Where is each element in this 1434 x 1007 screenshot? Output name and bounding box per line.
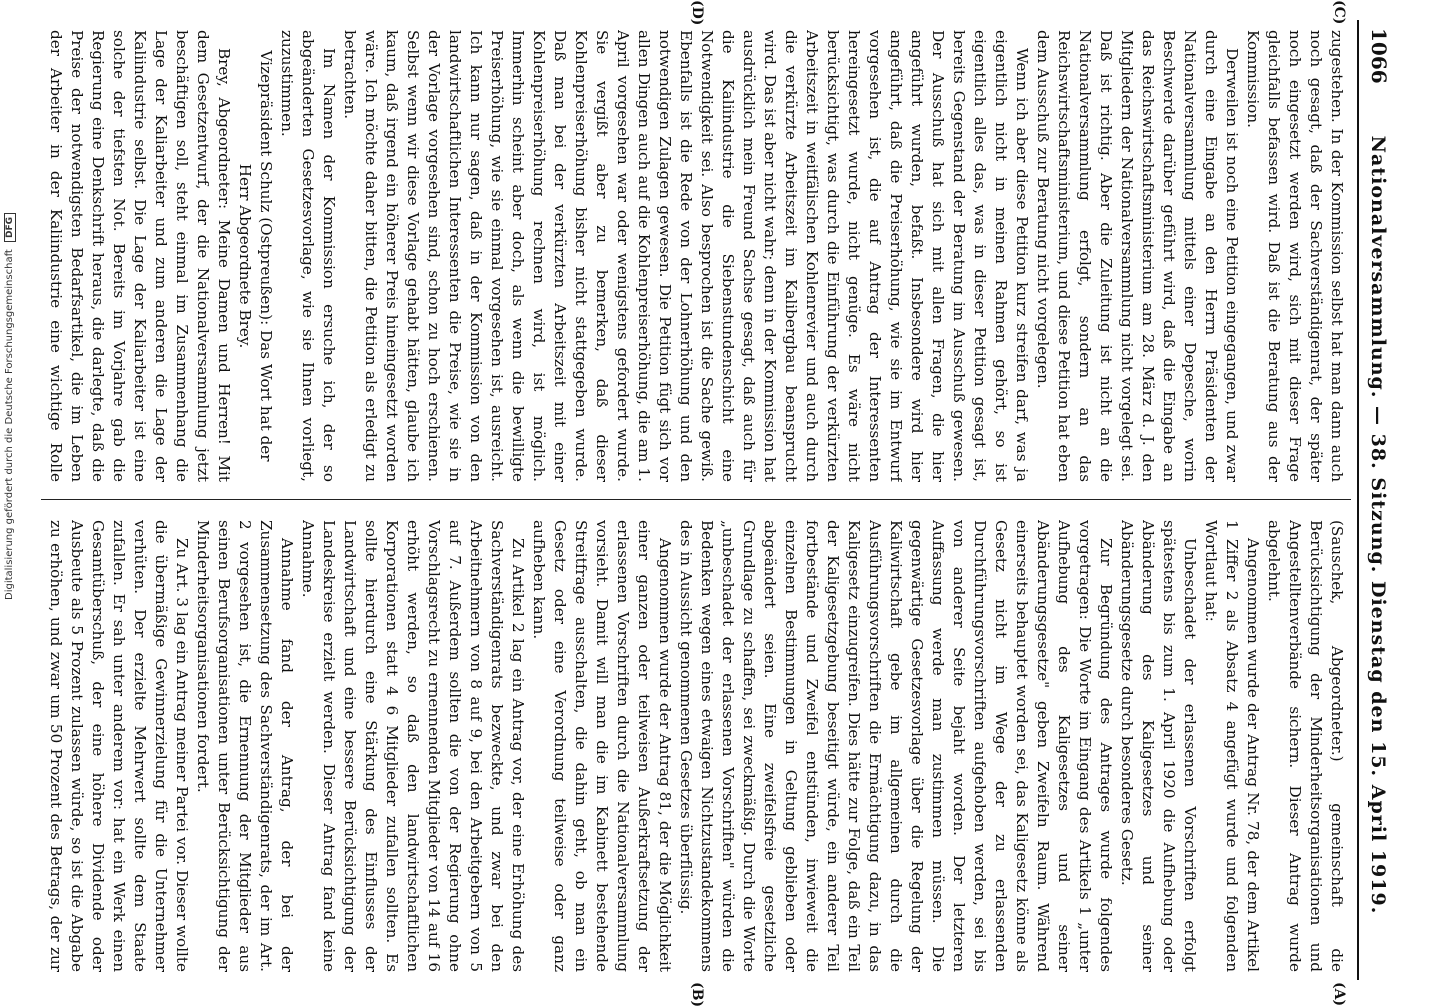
margin-mark-a: (A)	[1331, 982, 1347, 1007]
digitization-credit	[4, 210, 18, 600]
paragraph: Im Namen der Kommission ersuche ich, der so abgeänderten Gesetzesvorlage, wie sie Ihnen vorliegt, zuzustimmen.	[278, 30, 338, 482]
paragraph: Zur Begründung des Antrages wurde folgendes vorgetragen: Die Worte im Eingang des Artikels 1 „unter Aufhebung des Kaligesetzes und seiner Abänderungsgesetze" geben Zweifeln Raum. Während einerseits behauptet worden sei, das Kaligesetz könne als Gesetz nicht im Wege der zu erlassenden Durchführungsvorschriften aufgehoben werden, sei bis von anderer Seite bejaht worden. Der letzteren Auffassung werde man zustimmen müssen. Die gegenwärtige Gesetzesvorlage über die Regelung der Kaliwirtschaft gebe im allgemeinen durch die Ausführungsvorschriften die Ermächtigung dazu, in das Kaligesetz einzugreifen. Dies hätte zur Folge, daß ein Teil der Kaligesetzgebung beseitigt würde, ein anderer Teil fortbestände und Zweifel entstünden, inwieweit die einzelnen Bestimmungen in Geltung geblieben oder abgeändert seien. Eine zweifelsfreie gesetzliche Grundlage zu schaffen, sei zweckmäßig. Durch die Worte „unbeschadet der erlassenen Vorschriften" würden die Bedenken wegen eines etwaigen Nichtzustandekommens des in Aussicht genommenen Gesetzes überflüssig.	[677, 520, 1115, 972]
text-column-right	[47, 520, 1347, 972]
margin-mark-d: (D)	[689, 0, 705, 26]
page-number: 1066	[1367, 28, 1391, 84]
credit-text: Digitalisierung gefördert durch die Deutsche Forschungsgemeinschaft	[4, 249, 15, 600]
running-title: Nationalversammlung. — 38. Sitzung. Dienstag den 15. April 1919.	[1367, 135, 1389, 915]
paragraph: Annahme fand der Antrag, der bei der Zusammensetzung des Sachverständigenrats, der im Art. 2 vorgesehen ist, die Ernennung der Mitglieder aus seinen Berufsorganisationen unter Berücksichtigung der Minderheitsorganisationen fordert.	[194, 520, 296, 972]
paragraph: Angenommen wurde der Antrag 81, der die Möglichkeit einer ganzen oder teilweisen Außerkraftsetzung der erlassenen Vorschriften durch die Nationalversammlung vorsieht. Damit will man die im Kabinett bestehende Streitfrage ausschalten, die dahin geht, ob man ein Gesetz oder eine Verordnung teilweise oder ganz aufheben kann.	[530, 520, 674, 972]
page-header	[1357, 20, 1395, 980]
paragraph: Zu Art. 3 lag ein Antrag meiner Partei vor. Dieser wollte die übermäßige Gewinnerzielung für die Unternehmer verhüten. Der erzielte Mehrwert sollte dem Staate zufallen. Er sah unter anderem vor: hat ein Werk einen Gesamtüberschuß, der eine höhere Dividende oder Ausbeute als 5 Prozent zulassen würde, so ist die Abgabe zu erhöhen, und zwar um 50 Prozent des Betrags, der zur	[47, 520, 191, 972]
paragraph: Wenn ich aber diese Petition kurz streifen darf, was ja eigentlich nicht in meinen Rahmen gehört, so ist eigentlich alles das, was in dieser Petition gesagt ist, bereits Gegenstand der Beratung im Ausschuß gewesen. Der Ausschuß hat sich mit allen Fragen, die hier angeführt wurden, befaßt. Insbesondere wird hier angeführt, daß die Preiserhöhung, wie sie im Entwurf vorgesehen ist, die auf Antrag der Interessenten hereingesetzt wurde, nicht genüge. Es wäre nicht berücksichtigt, was durch die Einführung der verkürzten Arbeitszeit in weitfälischen Kohlenrevier und auch durch die verkürzte Arbeitszeit im Kalibergbau beansprucht wird. Das ist aber nicht wahr; denn in der Kommission hat ausdrücklich mein Freund Sachse gesagt, daß auch für die Kaliindustrie die Siebenstundenschicht eine Notwendigkeit sei. Also besprochen ist die Sache gewiß. Ebenfalls ist die Rede von der Lohnerhöhung und den notwendigen Zulagen gewesen. Die Petition fügt sich vor allen Dingen auch auf die Kohlenpreiserhöhung, die am 1. April vorgesehen war oder wenigstens gefordert wurde. Sie vergißt aber zu bemerken, daß dieser Kohlenpreiserhöhung bisher nicht stattgegeben wurde. Daß man bei der verkürzten Arbeitszeit mit einer Kohlenpreiserhöhung rechnen wird, ist möglich. Immerhin scheint aber doch, als wenn die bewilligte Preiserhöhung, wie sie einmal vorgesehen ist, ausreicht. Ich kann nur sagen, daß in der Kommission von den landwirtschaftlichen Interessenten die Preise, wie sie in der Vorlage vorgesehen sind, schon zu hoch erschienen. Selbst wenn wir diese Vorlage gehabt hätten, glaube ich kaum, daß irgend ein höherer Preis hineingesetzt worden wäre. Ich möchte daher bitten, die Petition als erledigt zu betrachten.	[341, 30, 1031, 482]
quoted-amendment: Unbeschadet der erlassenen Vorschriften erfolgt spätestens bis zum 1. April 1920 die Aufhebung oder Abänderung des Kaligesetzes und seiner Abänderungsgesetze durch besonderes Gesetz.	[1118, 520, 1199, 972]
paragraph: Derweilen ist noch eine Petition eingegangen, und zwar durch eine Eingabe an den Herrn Präsidenten der Nationalversammlung mittels einer Depesche, worin Beschwerde darüber geführt wird, daß die Eingabe an das Reichswirtschaftsministerium am 28. März d. J. den Mitgliedern der Nationalversammlung nicht vorgelegt sei. Daß ist richtig. Aber die Zuleitung ist nicht an die Nationalversammlung erfolgt, sondern an das Reichswirtschaftsministerium, und diese Petition hat eben dem Ausschuß zur Beratung nicht vorgelegen.	[1034, 30, 1241, 482]
margin-mark-c: (C)	[1331, 0, 1347, 25]
paragraph: (Sauschek, Abgeordneter.) gemeinschaft die Berücksichtigung der Minderheitsorganisationen und Angestelltenverbände sichern. Dieser Antrag wurde abgelehnt.	[1265, 520, 1346, 972]
paragraph: Angenommen wurde der Antrag Nr. 78, der dem Artikel 1 Ziffer 2 als Absatz 4 angefügt wurde und folgenden Wortlaut hat:	[1202, 520, 1262, 972]
margin-mark-b: (B)	[689, 982, 705, 1007]
dfg-logo: DFG	[4, 213, 16, 242]
speaker-announcement: Vizepräsident Schulz (Ostpreußen): Das Wort hat der Herr Abgeordnete Brey.	[236, 50, 275, 462]
paragraph: zugestehen. In der Kommission selbst hat man dann auch noch gesagt, daß der Sachverständigenrat, der später noch eingesetzt werden wird, sich mit dieser Frage gleichfalls befassen wird. Daß ist die Beratung aus der Kommission.	[1244, 30, 1346, 482]
text-column-left	[47, 30, 1347, 482]
rotated-document-page	[27, 0, 1395, 1007]
column-divider	[41, 499, 1351, 500]
paragraph: Zu Artikel 2 lag ein Antrag vor, der eine Erhöhung des Sachverständigenrats bezweckte, und zwar bei den Arbeitnehmern von 8 auf 9, bei den Arbeitgebern von 5 auf 7. Außerdem sollten die von der Regierung ohne Vorschlagsrecht zu ernennenden Mitglieder von 14 auf 16 erhöht werden, so daß den landwirtschaftlichen Korporationen statt 4 6 Mitglieder zufallen sollten. Es sollte hierdurch eine Stärkung des Einflusses der Landwirtschaft und eine bessere Berücksichtigung der Landeskreise erzielt werden. Dieser Antrag fand keine Annahme.	[299, 520, 527, 972]
speech-paragraph: Brey, Abgeordneter: Meine Damen und Herren! Mit dem Gesetzentwurf, der die Nationalversammlung jetzt beschäftigen soll, steht einmal im Zusammenhang die Lage der Kaliarbeiter und zum anderen die Lage der Kaliindustrie selbst. Die Lage der Kaliarbeiter ist eine solche der tiefsten Not. Bereits im Vorjahre gab die Regierung eine Denkschrift heraus, die darlegte, daß die Preise der notwendigsten Bedarfsartikel, die im Leben der Arbeiter in der Kaliindustrie eine wichtige Rolle	[47, 30, 233, 482]
